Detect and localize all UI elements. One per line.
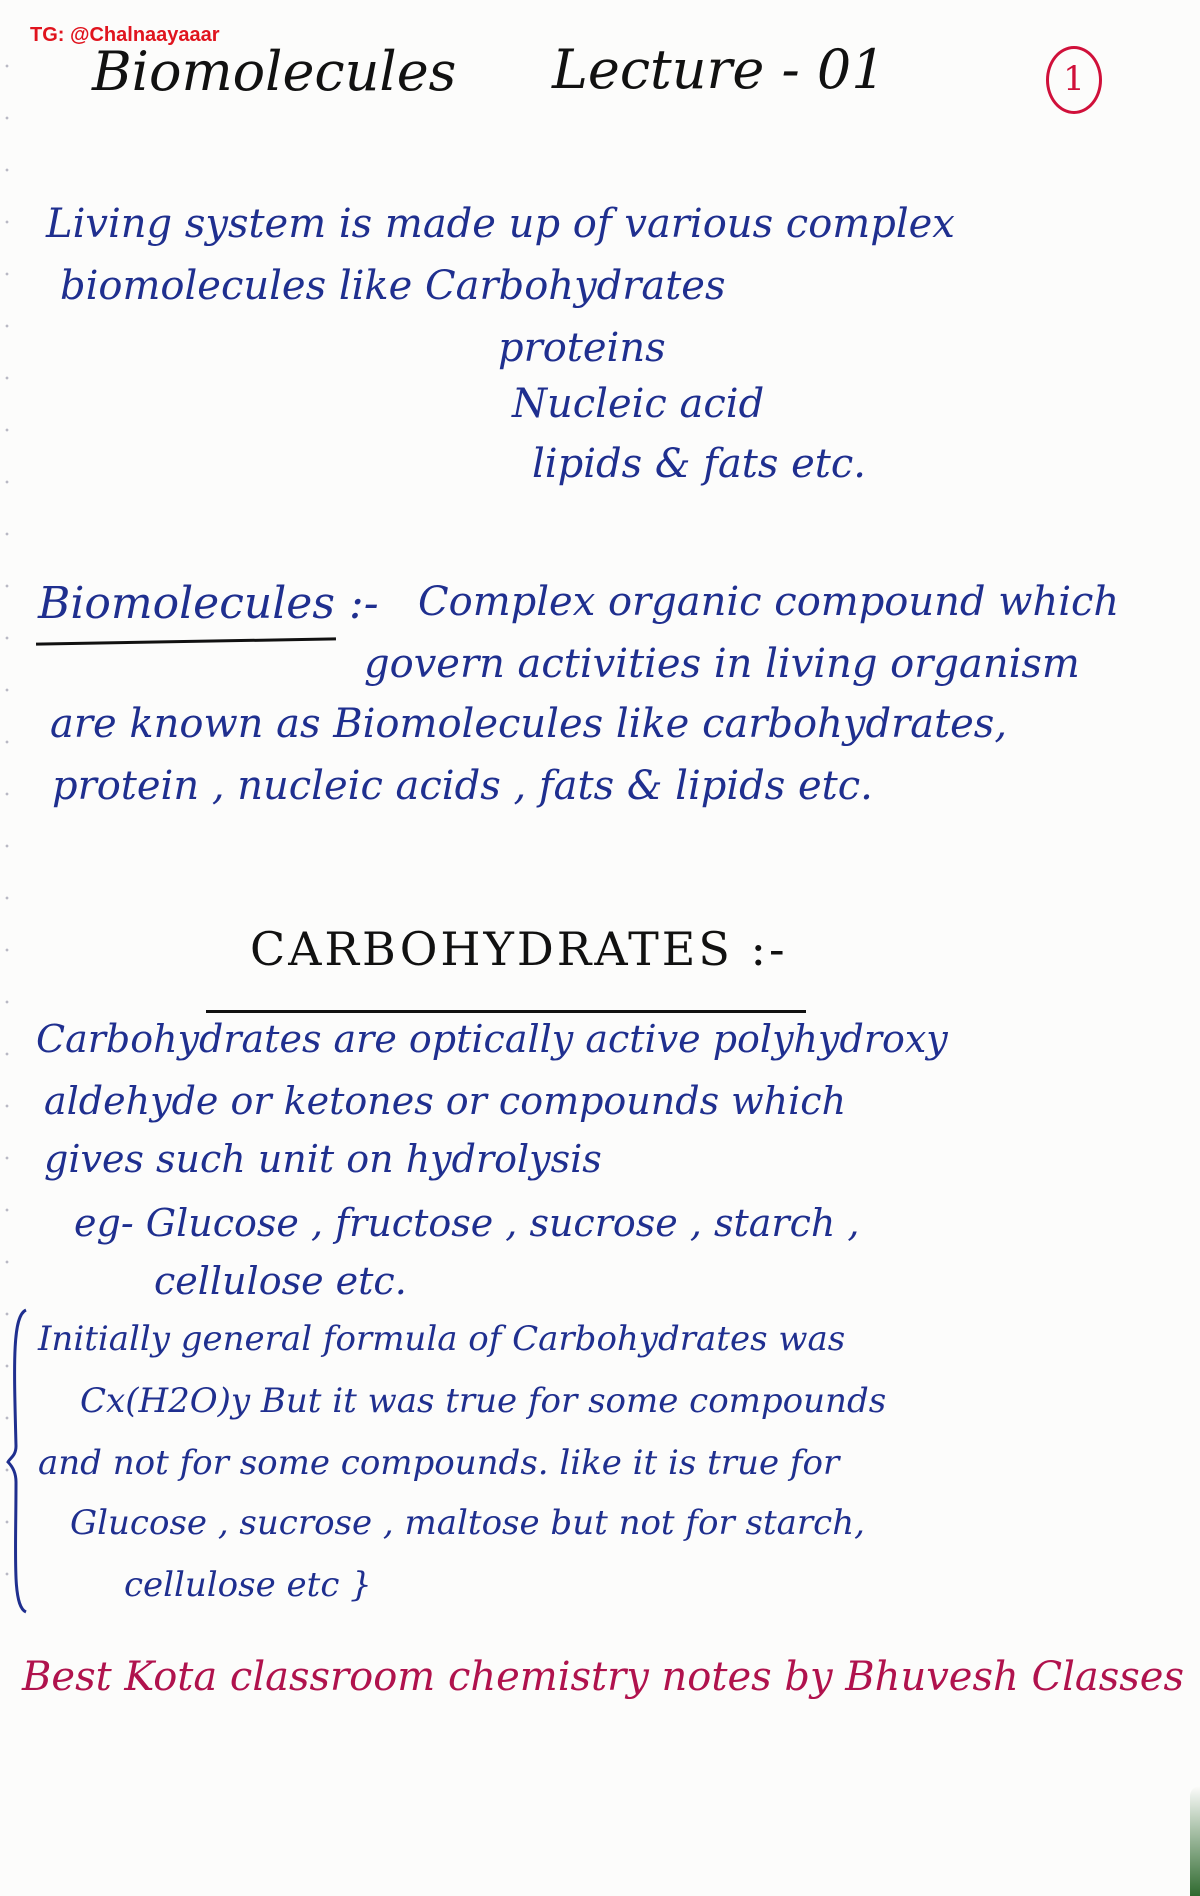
intro-list-item: proteins xyxy=(498,325,666,371)
watermark: TG: @Chalnaayaaar xyxy=(30,24,220,46)
carbohydrate-example-line: cellulose etc. xyxy=(154,1259,407,1303)
definition-underline xyxy=(36,637,336,645)
note-line: cellulose etc } xyxy=(124,1565,372,1605)
page-title: Biomolecules xyxy=(92,40,457,103)
carbohydrate-line: aldehyde or ketones or compounds which xyxy=(44,1079,847,1123)
note-line: Cx(H2O)y But it was true for some compounds xyxy=(80,1381,887,1421)
intro-list-item: Nucleic acid xyxy=(512,381,765,427)
section-heading: CARBOHYDRATES :- xyxy=(250,922,788,976)
page-edge-mark xyxy=(1190,1786,1200,1896)
intro-line-2: biomolecules like Carbohydrates xyxy=(60,263,726,309)
lecture-label: Lecture - 01 xyxy=(552,38,886,101)
definition-line-2: govern activities in living organism xyxy=(364,641,1080,687)
definition-line-4: protein , nucleic acids , fats & lipids etc. xyxy=(52,763,873,809)
heading-underline xyxy=(206,1010,806,1013)
definition-line-3: are known as Biomolecules like carbohydrates, xyxy=(50,701,1008,747)
note-line: and not for some compounds. like it is true for xyxy=(38,1443,840,1483)
carbohydrate-line: gives such unit on hydrolysis xyxy=(44,1137,602,1181)
intro-line-1: Living system is made up of various complex xyxy=(46,201,955,247)
carbohydrate-line: Carbohydrates are optically active polyhydroxy xyxy=(36,1017,948,1061)
definition-line-1: Complex organic compound which xyxy=(418,579,1120,625)
definition-term: Biomolecules :- xyxy=(38,578,379,629)
carbohydrate-example-line: eg- Glucose , fructose , sucrose , starch , xyxy=(74,1201,860,1245)
footer-credit: Best Kota classroom chemistry notes by Bhuvesh Classes xyxy=(22,1654,1184,1700)
note-line: Initially general formula of Carbohydrates was xyxy=(38,1319,846,1359)
intro-list-item: lipids & fats etc. xyxy=(532,441,866,487)
note-line: Glucose , sucrose , maltose but not for starch, xyxy=(70,1503,865,1543)
note-brace xyxy=(6,1306,28,1616)
page-number-badge: 1 xyxy=(1046,46,1102,114)
